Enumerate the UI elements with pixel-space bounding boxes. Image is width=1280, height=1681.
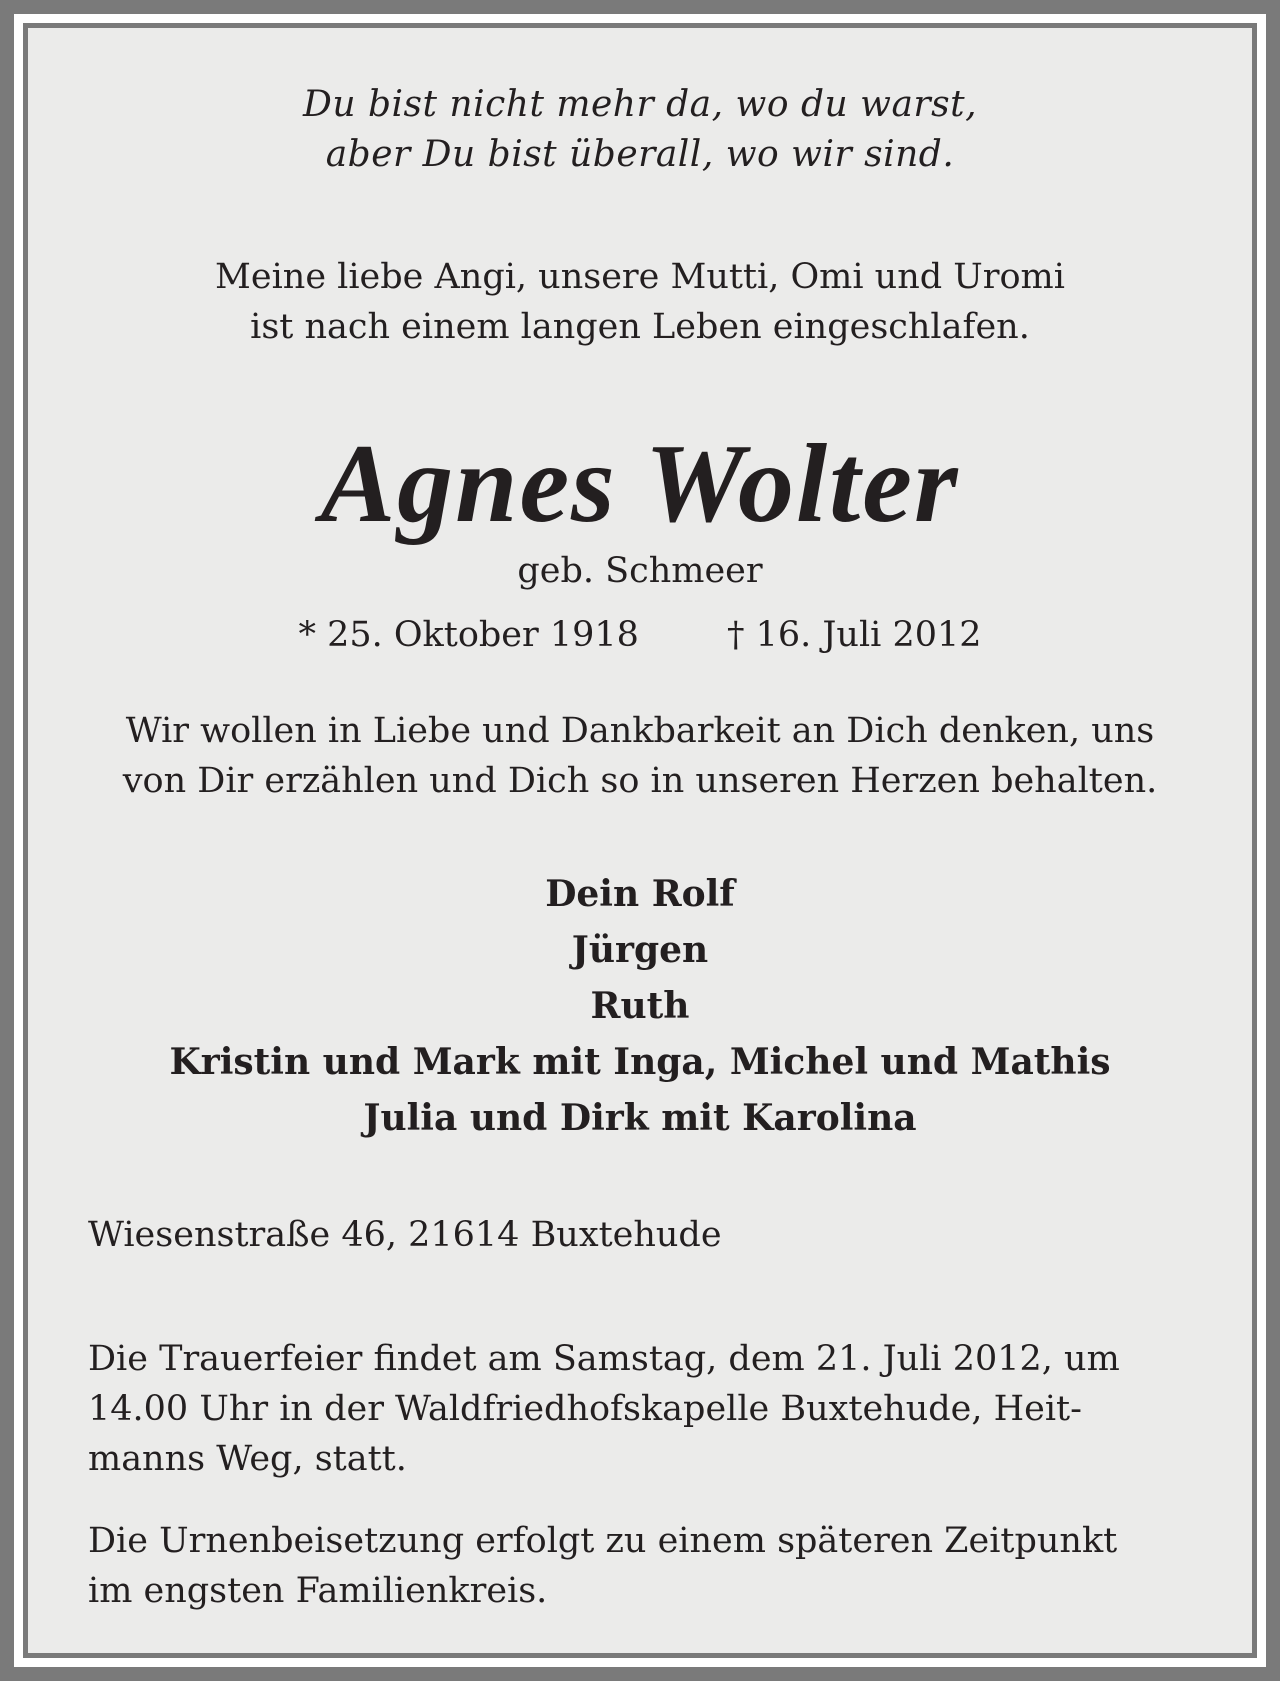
ceremony-line-2: 14.00 Uhr in der Waldfriedhofskapelle Buxtehude, Heit- xyxy=(88,1389,1082,1429)
burial-line-2: im engsten Familienkreis. xyxy=(88,1571,548,1611)
life-dates xyxy=(28,610,1252,660)
death-date: † 16. Juli 2012 xyxy=(726,615,982,655)
deceased-name: Agnes Wolter xyxy=(320,422,960,546)
farewell-line-1: Wir wollen in Liebe und Dankbarkeit an Dich denken, uns xyxy=(125,711,1155,751)
funeral-ceremony-info xyxy=(88,1334,1268,1484)
maiden-name: geb. Schmeer xyxy=(517,551,763,591)
ceremony-line-1: Die Trauerfeier findet am Samstag, dem 21. Juli 2012, um xyxy=(88,1339,1120,1379)
intro-line-1: Meine liebe Angi, unsere Mutti, Omi und Uromi xyxy=(215,257,1065,297)
intro-text xyxy=(28,252,1252,352)
burial-line-1: Die Urnenbeisetzung erfolgt zu einem späteren Zeitpunkt xyxy=(88,1521,1118,1561)
family-member: Julia und Dirk mit Karolina xyxy=(363,1097,917,1139)
farewell-text xyxy=(28,706,1252,806)
frame-gap xyxy=(14,14,1266,1667)
family-member: Ruth xyxy=(590,985,690,1027)
ceremony-line-3: manns Weg, statt. xyxy=(88,1439,407,1479)
family-member: Dein Rolf xyxy=(545,873,735,915)
farewell-line-2: von Dir erzählen und Dich so in unseren Herzen behalten. xyxy=(122,761,1158,801)
address: Wiesenstraße 46, 21614 Buxtehude xyxy=(88,1215,722,1255)
family-member: Jürgen xyxy=(571,929,709,971)
motto xyxy=(28,80,1252,180)
motto-line-2: aber Du bist überall, wo wir sind. xyxy=(325,134,955,175)
birth-date: * 25. Oktober 1918 xyxy=(298,615,639,655)
intro-line-2: ist nach einem langen Leben eingeschlafen. xyxy=(250,307,1030,347)
family-member: Kristin und Mark mit Inga, Michel und Mathis xyxy=(169,1041,1111,1083)
urn-burial-info xyxy=(88,1516,1268,1616)
obituary-notice xyxy=(23,23,1257,1658)
motto-line-1: Du bist nicht mehr da, wo du warst, xyxy=(302,84,978,125)
family-signatures xyxy=(28,866,1252,1146)
